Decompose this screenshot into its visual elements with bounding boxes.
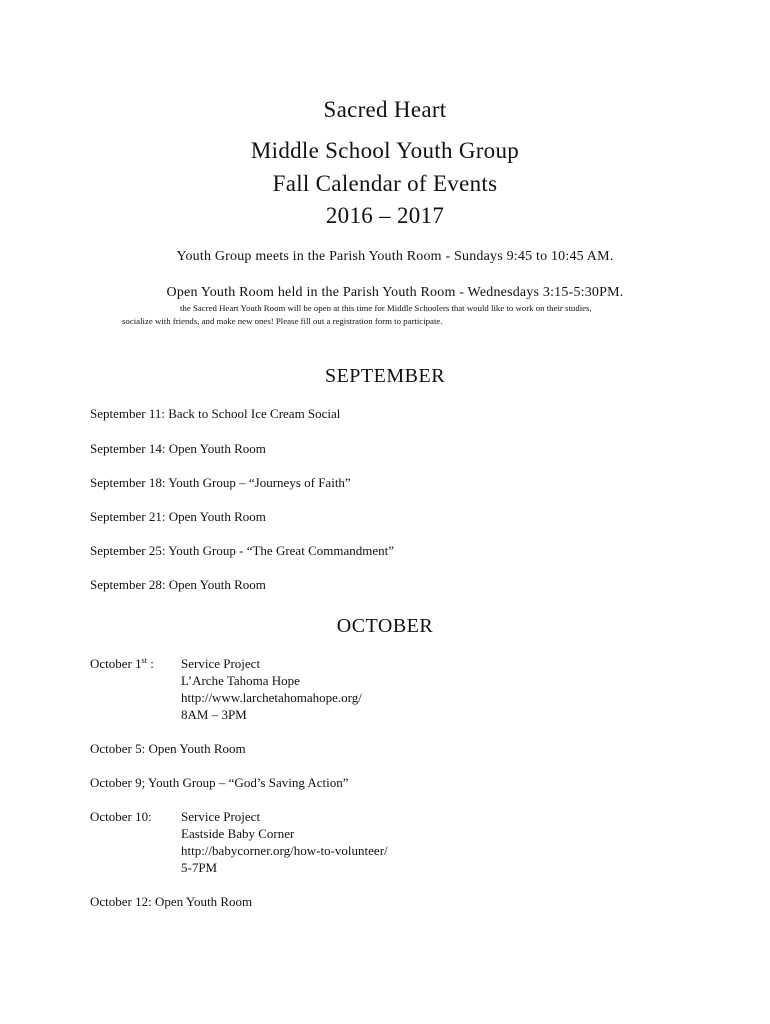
event-october-1-location: L’Arche Tahoma Hope [181, 673, 300, 688]
event-october-10-location: Eastside Baby Corner [181, 826, 295, 841]
event-october-10-link: http://babycorner.org/how-to-volunteer/ [181, 843, 388, 858]
sunday-meeting-info: Youth Group meets in the Parish Youth Room - Sundays 9:45 to 10:45 AM. [176, 249, 614, 264]
event-october-9: October 9; Youth Group – “God’s Saving Action” [90, 775, 349, 790]
event-october-10-label: October 10: [90, 809, 152, 824]
event-october-1-link: http://www.larchetahomahope.org/ [181, 690, 362, 705]
event-september-11: September 11: Back to School Ice Cream Social [90, 406, 341, 421]
event-october-12: October 12: Open Youth Room [90, 894, 253, 909]
event-october-1-label: October 1st : [90, 656, 154, 671]
event-october-10-title: Service Project [181, 809, 261, 824]
event-october-1-title: Service Project [181, 656, 261, 671]
september-heading: SEPTEMBER [324, 365, 446, 387]
open-room-note-line-1: the Sacred Heart Youth Room will be open at this time for Middle Schoolers that would like to work on their studies, [180, 303, 592, 313]
title-parish: Sacred Heart [323, 97, 447, 122]
title-group: Middle School Youth Group [250, 138, 520, 163]
event-october-1-time: 8AM – 3PM [181, 707, 247, 722]
title-year: 2016 – 2017 [325, 203, 445, 228]
open-room-note-line-2: socialize with friends, and make new ones! Please fill out a registration form to participate. [122, 316, 443, 326]
event-september-21: September 21: Open Youth Room [90, 509, 266, 524]
event-september-14: September 14: Open Youth Room [90, 441, 266, 456]
event-september-25: September 25: Youth Group - “The Great Commandment” [90, 543, 394, 558]
event-october-10-time: 5-7PM [181, 860, 218, 875]
event-october-5: October 5: Open Youth Room [90, 741, 246, 756]
event-september-28: September 28: Open Youth Room [90, 577, 266, 592]
wednesday-open-room-info: Open Youth Room held in the Parish Youth Room - Wednesdays 3:15-5:30PM. [166, 285, 624, 300]
october-heading: OCTOBER [336, 615, 434, 637]
event-september-18: September 18: Youth Group – “Journeys of Faith” [90, 475, 351, 490]
title-calendar: Fall Calendar of Events [272, 171, 498, 196]
